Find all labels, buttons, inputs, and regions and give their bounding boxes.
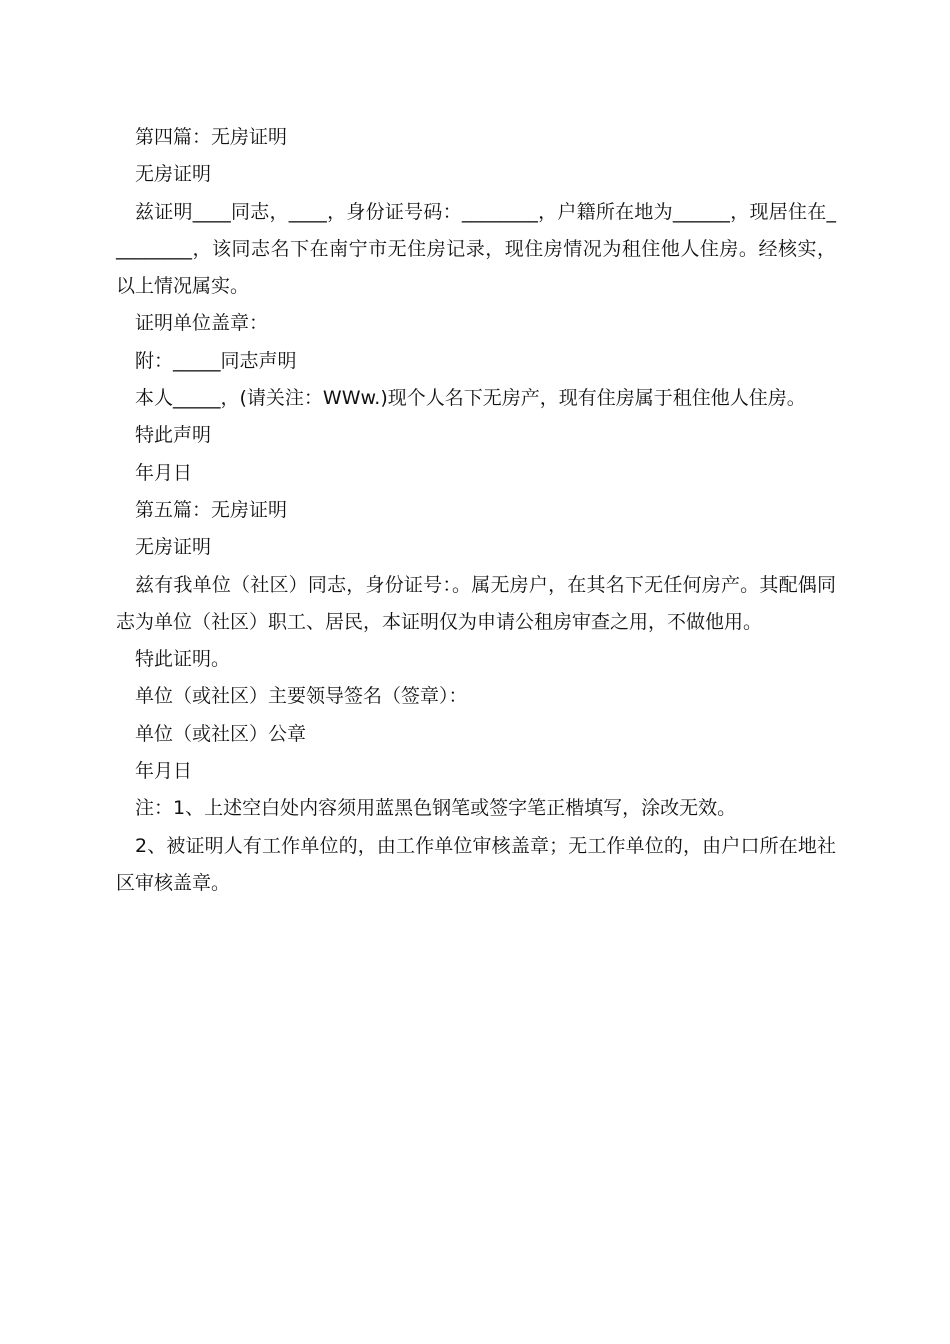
document-body bbox=[116, 119, 836, 902]
date-line: 年月日 bbox=[135, 760, 193, 783]
certificate-title: 无房证明 bbox=[135, 163, 212, 186]
certificate-title: 无房证明 bbox=[135, 536, 212, 559]
official-seal-line: 单位（或社区）公章 bbox=[135, 722, 307, 745]
attachment-line: 附：_____同志声明 bbox=[135, 349, 297, 372]
note-item-2: 2、被证明人有工作单位的，由工作单位审核盖章；无工作单位的，由户口所在地社区审核盖章。 bbox=[116, 834, 836, 894]
certificate-body: 兹证明____同志，____，身份证号码：________，户籍所在地为______，现居住在_________，该同志名下在南宁市无住房记录，现住房情况为租住他人住房。经核实，以上情况属实。 bbox=[116, 200, 836, 298]
section-five-heading: 第五篇：无房证明 bbox=[135, 498, 288, 521]
certificate-body: 兹有我单位（社区）同志，身份证号：。属无房户，在其名下无任何房产。其配偶同志为单位（社区）职工、居民，本证明仅为申请公租房审查之用，不做他用。 bbox=[116, 573, 836, 633]
declaration-closing: 特此声明 bbox=[135, 424, 212, 447]
certificate-closing: 特此证明。 bbox=[135, 648, 231, 671]
personal-declaration: 本人_____，(请关注：WWw.)现个人名下无房产，现有住房属于租住他人住房。 bbox=[135, 387, 806, 410]
date-line: 年月日 bbox=[135, 461, 193, 484]
unit-seal-line: 证明单位盖章： bbox=[135, 312, 269, 335]
note-item-1: 注：1、上述空白处内容须用蓝黑色钢笔或签字笔正楷填写，涂改无效。 bbox=[135, 797, 737, 820]
leader-signature-line: 单位（或社区）主要领导签名（签章）： bbox=[135, 685, 468, 708]
section-four-heading: 第四篇：无房证明 bbox=[135, 126, 288, 148]
